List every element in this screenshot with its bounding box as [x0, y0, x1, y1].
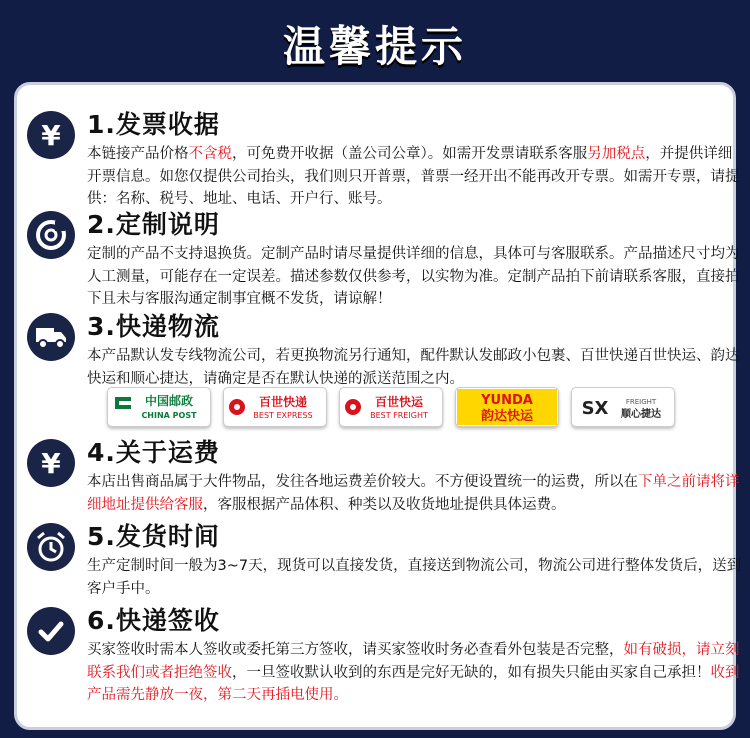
section-body: [87, 555, 743, 600]
highlight-text: 另加税点: [587, 146, 646, 162]
svg-text:¥: ¥: [41, 447, 61, 480]
logo-en: BEST FREIGHT: [370, 411, 428, 420]
section-body: [87, 345, 743, 390]
checkmark-icon: [27, 607, 75, 655]
logo-cn: 百世快运: [374, 395, 424, 409]
alarm-clock-icon: [27, 523, 75, 571]
highlight-text: 收到产品需先静放一夜，第二天再插电使用。: [87, 664, 740, 703]
section-heading: 2.定制说明: [87, 210, 220, 239]
highlight-text: 下单之前请将详细地址提供给客服: [87, 474, 740, 513]
logo-cn: 顺心捷达: [621, 409, 661, 420]
svg-text:¥: ¥: [41, 119, 61, 152]
body-text: ，可免费开收据（盖公司公章）。如需开发票请联系客服: [232, 146, 588, 162]
highlight-text: 如有破损，请立刻联系我们或者拒绝签收: [87, 642, 740, 681]
section-body: [87, 471, 743, 516]
logo-en: BEST EXPRESS: [253, 411, 313, 420]
logo-cn: 百世快递: [258, 395, 308, 409]
section-heading: 5.发货时间: [87, 522, 220, 551]
yen-icon: [27, 111, 75, 159]
page-title: 温馨提示: [282, 22, 467, 71]
best-express-logo: [223, 387, 327, 427]
section-heading: 6.快递签收: [87, 606, 220, 635]
courier-logos: [107, 387, 667, 429]
section-body: [87, 143, 743, 211]
best-freight-logo: [339, 387, 443, 427]
sx-freight-logo: [571, 387, 675, 427]
custom-icon: [27, 211, 75, 259]
yunda-logo: [455, 387, 559, 427]
body-text: ，一旦签收默认收到的东西是完好无缺的，如有损失只能由买家自己承担！: [232, 664, 711, 681]
body-text: 本产品默认发专线物流公司，若更换物流另行通知，配件默认发邮政小包裹、百世快递百世快运、韵达快运和顺心捷达，请确定是否在默认快递的派送范围之内。: [87, 348, 740, 387]
logo-mark: SX: [581, 398, 609, 419]
section-heading: 3.快递物流: [87, 312, 220, 341]
body-text: ，并提供详细开票信息。如您仅提供公司抬头，我们则只开普票，普票一经开出不能再改开专票。如需开专票，请提供：名称、税号、地址、电话、开户行、账号。: [87, 146, 740, 207]
body-text: 定制的产品不支持退换货。定制产品时请尽量提供详细的信息，具体可与客服联系。产品描述尺寸均为人工测量，可能存在一定误差。描述参数仅供参考，以实物为准。定制产品拍下前请联系客服，直接拍下且未与客服沟通定制事宜概不发货，请谅解！: [87, 246, 740, 307]
logo-en: CHINA POST: [141, 411, 197, 420]
logo-cn: 中国邮政: [144, 394, 194, 408]
logo-cn: 韵达快运: [480, 409, 534, 424]
notice-card: [14, 82, 742, 730]
yen-icon: [27, 439, 75, 487]
body-text: 生产定制时间一般为3~7天，现货可以直接发货，直接送到物流公司，物流公司进行整体发货后，送到客户手中。: [87, 558, 742, 597]
china-post-logo: [107, 387, 211, 427]
highlight-text: 不含税: [188, 146, 232, 162]
section-body: [87, 243, 743, 311]
section-heading: 1.发票收据: [87, 110, 220, 139]
truck-icon: [27, 313, 75, 361]
logo-en: FREIGHT: [625, 398, 657, 406]
body-text: ，客服根据产品体积、种类以及收货地址提供具体运费。: [203, 496, 566, 513]
body-text: 买家签收时需本人签收或委托第三方签收，请买家签收时务必查看外包装是否完整，: [87, 642, 624, 658]
body-text: 本链接产品价格: [87, 146, 189, 162]
body-text: 本店出售商品属于大件物品，发往各地运费差价较大。不方便设置统一的运费，所以在: [87, 474, 638, 490]
logo-en: YUNDA: [481, 393, 533, 408]
section-body: [87, 639, 743, 707]
section-heading: 4.关于运费: [87, 438, 220, 467]
